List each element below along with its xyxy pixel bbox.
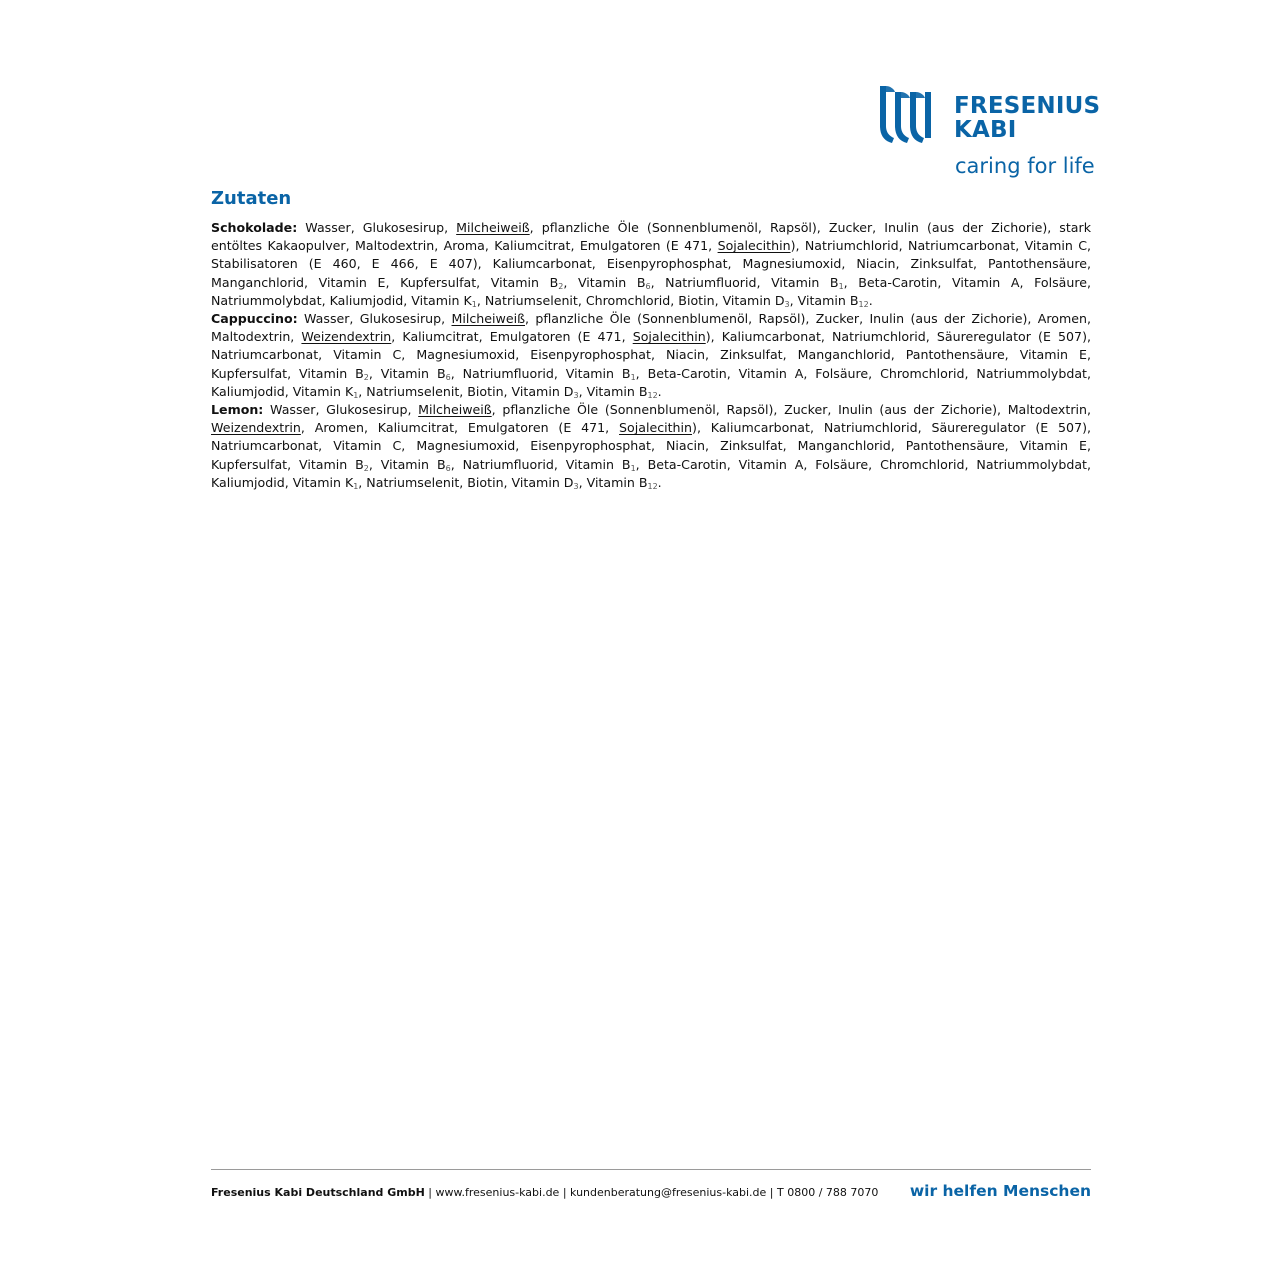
footer-phone: T 0800 / 788 7070 — [777, 1186, 879, 1199]
ingredient-text: , Natriumselenit, Biotin, Vitamin D — [358, 474, 574, 490]
ingredient-text: , Vitamin B — [578, 383, 648, 399]
allergen-text: Sojalecithin — [717, 238, 791, 254]
section-heading: Zutaten — [211, 188, 292, 209]
allergen-text: Milcheiweiß — [456, 220, 530, 235]
subscript-text: 2 — [363, 372, 369, 382]
ingredient-text: , Natriumfluorid, Vitamin B — [650, 274, 839, 290]
flavor-label: Schokolade: — [211, 220, 298, 235]
ingredient-text: . — [868, 292, 873, 308]
ingredient-text: , pflanzliche Öle (Sonnenblumenöl, Rapsöl), Zucker, Inulin (aus der Zichorie), Aromen, Maltodextrin, — [211, 311, 1091, 345]
ingredient-text: , Vitamin B — [789, 292, 859, 308]
ingredient-text: , Natriumfluorid, Vitamin B — [450, 456, 631, 472]
ingredient-text: Wasser, Glukosesirup, — [297, 311, 452, 327]
subscript-text: 6 — [645, 281, 651, 291]
allergen-text: Sojalecithin — [619, 420, 693, 436]
subscript-text: 12 — [858, 299, 869, 309]
flavor-label: Lemon: — [211, 402, 264, 418]
ingredient-text: . — [657, 474, 662, 490]
ingredient-text: , Beta-Carotin, Vitamin A, Folsäure, Chromchlorid, Natriummolybdat, Kaliumjodid, Vitamin K — [211, 456, 1091, 490]
ingredients-paragraph — [211, 219, 1091, 310]
footer-email-link[interactable]: kundenberatung@fresenius-kabi.de — [570, 1186, 767, 1199]
allergen-text: Sojalecithin — [632, 329, 706, 345]
ingredient-text: , Vitamin B — [578, 474, 648, 490]
subscript-text: 1 — [630, 372, 636, 382]
fresenius-kabi-logo-icon — [878, 86, 934, 144]
subscript-text: 1 — [838, 281, 844, 291]
subscript-text: 1 — [471, 299, 477, 309]
ingredient-text: , Natriumselenit, Biotin, Vitamin D — [358, 383, 574, 399]
brand-name-line1: FRESENIUS — [954, 93, 1101, 119]
subscript-text: 12 — [647, 481, 658, 491]
subscript-text: 1 — [353, 390, 359, 400]
ingredient-text: , Kaliumcitrat, Emulgatoren (E 471, — [391, 329, 633, 345]
subscript-text: 3 — [573, 481, 579, 491]
ingredients-paragraph — [211, 310, 1091, 401]
ingredient-text: Wasser, Glukosesirup, — [297, 220, 457, 235]
footer-separator: | — [766, 1186, 778, 1199]
ingredient-text: ), Natriumchlorid, Natriumcarbonat, Vitamin C, Stabilisatoren (E 460, E 466, E 407), Kaliumcarbonat, Eisenpyrophosphat, Magnesiumoxid, Niacin, Zinksulfat, Pantothensäure, Manganchlorid, Vitamin E, Kupfersulfat, Vitamin B — [211, 238, 1091, 290]
allergen-text: Milcheiweiß — [418, 402, 492, 418]
ingredient-text: Wasser, Glukosesirup, — [263, 402, 419, 418]
allergen-text: Weizendextrin — [211, 420, 301, 436]
subscript-text: 3 — [573, 390, 579, 400]
brand-logo — [878, 84, 1101, 184]
ingredient-text: , Natriumselenit, Chromchlorid, Biotin, Vitamin D — [476, 292, 785, 308]
brand-tagline: caring for life — [955, 154, 1095, 178]
allergen-text: Weizendextrin — [301, 329, 392, 345]
flavor-label: Cappuccino: — [211, 311, 298, 327]
subscript-text: 2 — [363, 463, 369, 473]
footer-divider — [211, 1169, 1091, 1170]
ingredient-text: , Beta-Carotin, Vitamin A, Folsäure, Natriummolybdat, Kaliumjodid, Vitamin K — [211, 274, 1091, 308]
subscript-text: 2 — [558, 281, 564, 291]
footer-separator: | — [424, 1186, 436, 1199]
ingredient-text: , Aromen, Kaliumcitrat, Emulgatoren (E 471, — [300, 420, 620, 436]
footer-separator: | — [559, 1186, 571, 1199]
ingredients-paragraph — [211, 401, 1091, 492]
brand-name — [954, 94, 1100, 142]
ingredient-text: , Vitamin B — [368, 456, 446, 472]
footer-claim: wir helfen Menschen — [909, 1182, 1091, 1200]
ingredient-text: , Vitamin B — [563, 274, 646, 290]
ingredient-text: ), Kaliumcarbonat, Natriumchlorid, Säureregulator (E 507), Natriumcarbonat, Vitamin C, Magnesiumoxid, Eisenpyrophosphat, Niacin, Zinksulfat, Manganchlorid, Pantothensäure, Vitamin E, Kupfersulfat, Vitamin B — [211, 420, 1091, 472]
ingredient-text: , Beta-Carotin, Vitamin A, Folsäure, Chromchlorid, Natriummolybdat, Kaliumjodid, Vitamin K — [211, 365, 1091, 399]
footer-company: Fresenius Kabi Deutschland GmbH — [211, 1186, 425, 1199]
ingredient-text: , Natriumfluorid, Vitamin B — [450, 365, 631, 381]
subscript-text: 6 — [445, 372, 451, 382]
footer-website-link[interactable]: www.fresenius-kabi.de — [435, 1186, 560, 1199]
ingredient-text: ), Kaliumcarbonat, Natriumchlorid, Säureregulator (E 507), Natriumcarbonat, Vitamin C, Magnesiumoxid, Eisenpyrophosphat, Niacin, Zinksulfat, Manganchlorid, Pantothensäure, Vitamin E, Kupfersulfat, Vitamin B — [211, 329, 1091, 381]
ingredients-text — [211, 219, 1091, 492]
ingredient-text: , pflanzliche Öle (Sonnenblumenöl, Rapsöl), Zucker, Inulin (aus der Zichorie), Maltodextrin, — [491, 402, 1091, 418]
ingredient-text: . — [657, 383, 662, 399]
subscript-text: 1 — [630, 463, 636, 473]
brand-name-line2: KABI — [954, 117, 1017, 143]
subscript-text: 12 — [647, 390, 658, 400]
subscript-text: 3 — [784, 299, 790, 309]
allergen-text: Milcheiweiß — [451, 311, 525, 327]
ingredient-text: , Vitamin B — [368, 365, 446, 381]
subscript-text: 6 — [445, 463, 451, 473]
subscript-text: 1 — [353, 481, 359, 491]
ingredient-text: , pflanzliche Öle (Sonnenblumenöl, Rapsöl), Zucker, Inulin (aus der Zichorie), stark entöltes Kakaopulver, Maltodextrin, Aroma, Kaliumcitrat, Emulgatoren (E 471, — [211, 220, 1091, 254]
footer-contact-line — [211, 1186, 878, 1200]
